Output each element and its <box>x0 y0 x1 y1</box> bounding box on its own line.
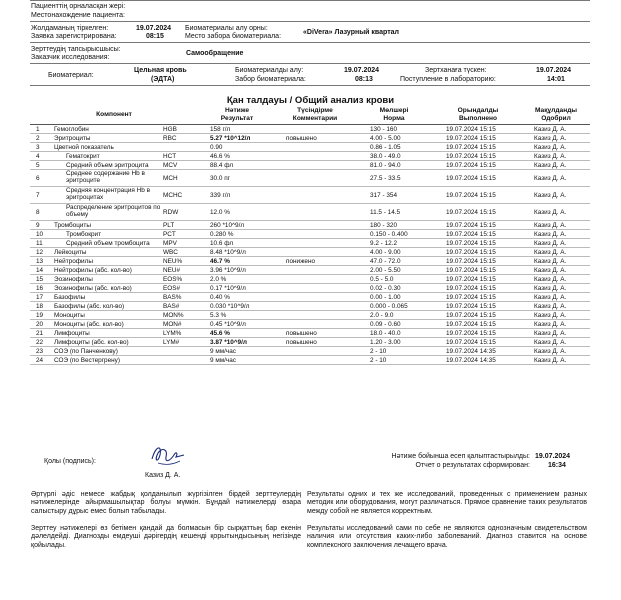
component-code: EOS% <box>162 275 198 284</box>
row-number: 14 <box>30 266 50 275</box>
customer-label-ru: Заказчик исследования: <box>31 54 110 61</box>
reg-label-kz: Жолдаманың тіркелген: <box>31 25 109 32</box>
component-code: MCHC <box>162 187 198 204</box>
col-done: Орындалды Выполнено <box>434 106 522 125</box>
done-datetime: 19.07.2024 15:15 <box>434 284 522 293</box>
table-row <box>30 125 590 134</box>
approved-by: Казиз Д. А. <box>522 320 590 329</box>
report-date: 19.07.2024 <box>535 453 571 460</box>
result-value: 339 г/л <box>198 187 276 204</box>
norm-range: 0.000 - 0.065 <box>354 302 434 311</box>
approved-by: Казиз Д. А. <box>522 204 590 221</box>
report-label-ru: Отчет о результатах сформирован: <box>415 462 530 469</box>
component-code: EOS# <box>162 284 198 293</box>
component-code: MON% <box>162 311 198 320</box>
row-number: 21 <box>30 329 50 338</box>
component-code: RBC <box>162 134 198 143</box>
norm-range: 0.00 - 1.00 <box>354 293 434 302</box>
done-datetime: 19.07.2024 15:15 <box>434 221 522 230</box>
norm-range: 2.0 - 9.0 <box>354 311 434 320</box>
component-code: NEU% <box>162 257 198 266</box>
result-value: 2.0 % <box>198 275 276 284</box>
row-number: 18 <box>30 302 50 311</box>
component-name: Гемоглобин <box>50 125 162 134</box>
comment-value <box>276 239 354 248</box>
results-table <box>30 106 590 365</box>
component-name: Моноциты <box>50 311 162 320</box>
comment-value <box>276 221 354 230</box>
row-number: 13 <box>30 257 50 266</box>
done-datetime: 19.07.2024 15:15 <box>434 266 522 275</box>
component-name: Базофилы (абс. кол-во) <box>50 302 162 311</box>
norm-range: 11.5 - 14.5 <box>354 204 434 221</box>
result-value: 260 *10^9/л <box>198 221 276 230</box>
report-time: 16:34 <box>548 462 566 469</box>
row-number: 5 <box>30 161 50 170</box>
lab-label-kz: Зертханаға түскен: <box>425 67 487 74</box>
component-name: Гематокрит <box>50 152 162 161</box>
table-row <box>30 161 590 170</box>
result-value: 3.96 *10^9/л <box>198 266 276 275</box>
done-datetime: 19.07.2024 15:15 <box>434 125 522 134</box>
comment-value <box>276 356 354 365</box>
biomaterial-value-2: (ЭДТА) <box>151 76 175 83</box>
result-value: 3.87 *10^9/л <box>198 338 276 347</box>
result-value: 46.7 % <box>198 257 276 266</box>
done-datetime: 19.07.2024 14:35 <box>434 347 522 356</box>
table-row <box>30 134 590 143</box>
result-value: 5.3 % <box>198 311 276 320</box>
approved-by: Казиз Д. А. <box>522 125 590 134</box>
table-row <box>30 187 590 204</box>
result-value: 5.27 *10^12/л <box>198 134 276 143</box>
done-datetime: 19.07.2024 15:15 <box>434 134 522 143</box>
table-row <box>30 338 590 347</box>
row-number: 17 <box>30 293 50 302</box>
result-value: 10.6 фл <box>198 239 276 248</box>
table-row <box>30 248 590 257</box>
row-number: 11 <box>30 239 50 248</box>
customer-value: Самообращение <box>186 50 244 57</box>
norm-range: 38.0 - 49.0 <box>354 152 434 161</box>
component-code: BAS% <box>162 293 198 302</box>
norm-range: 4.00 - 9.00 <box>354 248 434 257</box>
biomaterial-value-1: Цельная кровь <box>134 67 187 74</box>
note-kz-1: Әртүрлі әдіс немесе жабдық қолданылып жүргізілген бірдей зерттеулердің нәтижелерінде айырмашылықтар болуы мүмкін. Бұндай нәтижелерді өзара салыстыру дұрыс емес болып табылады. <box>31 491 301 515</box>
component-name: Нейтрофилы (абс. кол-во) <box>50 266 162 275</box>
comment-value <box>276 187 354 204</box>
approved-by: Казиз Д. А. <box>522 230 590 239</box>
done-datetime: 19.07.2024 15:15 <box>434 275 522 284</box>
patient-address-kz: Пациенттің орналасқан жері: <box>31 3 126 10</box>
done-datetime: 19.07.2024 15:15 <box>434 257 522 266</box>
done-datetime: 19.07.2024 15:15 <box>434 143 522 152</box>
result-value: 8.48 *10^9/л <box>198 248 276 257</box>
customer-label-kz: Зерттеудің тапсырысшысы: <box>31 46 121 53</box>
table-row <box>30 329 590 338</box>
approved-by: Казиз Д. А. <box>522 275 590 284</box>
component-code: HGB <box>162 125 198 134</box>
norm-range: 2.00 - 5.50 <box>354 266 434 275</box>
comment-value <box>276 248 354 257</box>
component-name: Лейкоциты <box>50 248 162 257</box>
component-code: HCT <box>162 152 198 161</box>
table-row <box>30 356 590 365</box>
norm-range: 0.09 - 0.60 <box>354 320 434 329</box>
norm-range: 0.02 - 0.30 <box>354 284 434 293</box>
done-datetime: 19.07.2024 15:15 <box>434 230 522 239</box>
lab-time: 14:01 <box>547 76 565 83</box>
row-number: 22 <box>30 338 50 347</box>
norm-range: 2 - 10 <box>354 356 434 365</box>
comment-value <box>276 204 354 221</box>
result-value: 45.6 % <box>198 329 276 338</box>
collection-time: 08:13 <box>355 76 373 83</box>
component-name: Базофилы <box>50 293 162 302</box>
component-name: Распределение эритроцитов по объему <box>50 204 162 221</box>
norm-range: 1.20 - 3.00 <box>354 338 434 347</box>
approved-by: Казиз Д. А. <box>522 257 590 266</box>
comment-value <box>276 347 354 356</box>
collection-date: 19.07.2024 <box>344 67 380 74</box>
row-number: 1 <box>30 125 50 134</box>
approved-by: Казиз Д. А. <box>522 347 590 356</box>
done-datetime: 19.07.2024 15:15 <box>434 239 522 248</box>
col-approved: Мақұлданды Одобрил <box>522 106 590 125</box>
component-code <box>162 347 198 356</box>
approved-by: Казиз Д. А. <box>522 134 590 143</box>
note-kz-2: Зерттеу нәтижелері өз бетімен қандай да болмасын бір сырқаттың бар екенін дәлелдейді. Диагнозды емдеуші дәрігердің кешенді қорытындысының негізінде қойылады. <box>31 525 301 549</box>
table-row <box>30 221 590 230</box>
done-datetime: 19.07.2024 15:15 <box>434 152 522 161</box>
row-number: 16 <box>30 284 50 293</box>
result-value: 0.45 *10^9/л <box>198 320 276 329</box>
table-row <box>30 320 590 329</box>
approved-by: Казиз Д. А. <box>522 221 590 230</box>
done-datetime: 19.07.2024 15:15 <box>434 248 522 257</box>
component-code: PCT <box>162 230 198 239</box>
table-row <box>30 230 590 239</box>
comment-value: понижено <box>276 257 354 266</box>
norm-range: 47.0 - 72.0 <box>354 257 434 266</box>
row-number: 12 <box>30 248 50 257</box>
component-name: Средний объем эритроцита <box>50 161 162 170</box>
comment-value <box>276 143 354 152</box>
norm-range: 0.86 - 1.05 <box>354 143 434 152</box>
component-code <box>162 356 198 365</box>
row-number: 23 <box>30 347 50 356</box>
comment-value <box>276 311 354 320</box>
reg-date: 19.07.2024 <box>136 25 172 32</box>
collection-label-kz: Биоматериалды алу: <box>235 67 304 74</box>
table-row <box>30 170 590 187</box>
result-value: 9 мм/час <box>198 347 276 356</box>
biomaterial-label: Биоматериал: <box>48 72 94 79</box>
approved-by: Казиз Д. А. <box>522 152 590 161</box>
approved-by: Казиз Д. А. <box>522 293 590 302</box>
comment-value: повышено <box>276 338 354 347</box>
norm-range: 2 - 10 <box>354 347 434 356</box>
component-name: Лимфоциты (абс. кол-во) <box>50 338 162 347</box>
result-value: 9 мм/час <box>198 356 276 365</box>
comment-value <box>276 152 354 161</box>
comment-value <box>276 170 354 187</box>
component-code: MPV <box>162 239 198 248</box>
table-row <box>30 311 590 320</box>
component-name: СОЭ (по Вестергрену) <box>50 356 162 365</box>
component-code <box>162 143 198 152</box>
table-row <box>30 347 590 356</box>
result-value: 0.90 <box>198 143 276 152</box>
comment-value <box>276 320 354 329</box>
component-name: СОЭ (по Панченкову) <box>50 347 162 356</box>
table-row <box>30 239 590 248</box>
table-row <box>30 302 590 311</box>
approved-by: Казиз Д. А. <box>522 329 590 338</box>
approved-by: Казиз Д. А. <box>522 248 590 257</box>
component-name: Лимфоциты <box>50 329 162 338</box>
norm-range: 130 - 160 <box>354 125 434 134</box>
component-name: Эритроциты <box>50 134 162 143</box>
col-comment: Түсіндірме Комментарии <box>276 106 354 125</box>
table-row <box>30 152 590 161</box>
component-code: LYM% <box>162 329 198 338</box>
norm-range: 0.5 - 5.0 <box>354 275 434 284</box>
report-label-kz: Нәтиже бойынша есеп қалыптастырылды: <box>391 453 530 460</box>
row-number: 4 <box>30 152 50 161</box>
signature-label: Қолы (подпись): <box>44 458 96 465</box>
comment-value: повышено <box>276 329 354 338</box>
component-name: Тромбоциты <box>50 221 162 230</box>
comment-value <box>276 230 354 239</box>
component-name: Эозинофилы (абс. кол-во) <box>50 284 162 293</box>
result-value: 30.0 пг <box>198 170 276 187</box>
component-code: PLT <box>162 221 198 230</box>
approved-by: Казиз Д. А. <box>522 266 590 275</box>
table-row <box>30 293 590 302</box>
norm-range: 0.150 - 0.400 <box>354 230 434 239</box>
approved-by: Казиз Д. А. <box>522 143 590 152</box>
norm-range: 317 - 354 <box>354 187 434 204</box>
result-value: 88.4 фл <box>198 161 276 170</box>
row-number: 15 <box>30 275 50 284</box>
table-row <box>30 266 590 275</box>
approved-by: Казиз Д. А. <box>522 161 590 170</box>
approved-by: Казиз Д. А. <box>522 284 590 293</box>
norm-range: 27.5 - 33.5 <box>354 170 434 187</box>
done-datetime: 19.07.2024 15:15 <box>434 293 522 302</box>
table-row <box>30 257 590 266</box>
table-row <box>30 284 590 293</box>
patient-address-ru: Местонахождение пациента: <box>31 12 125 19</box>
component-name: Моноциты (абс. кол-во) <box>50 320 162 329</box>
lab-date: 19.07.2024 <box>536 67 572 74</box>
done-datetime: 19.07.2024 15:15 <box>434 320 522 329</box>
comment-value <box>276 161 354 170</box>
done-datetime: 19.07.2024 15:15 <box>434 329 522 338</box>
done-datetime: 19.07.2024 15:15 <box>434 170 522 187</box>
col-norm: Мөлшері Норма <box>354 106 434 125</box>
result-value: 0.030 *10^9/л <box>198 302 276 311</box>
approved-by: Казиз Д. А. <box>522 338 590 347</box>
reg-label-ru: Заявка зарегистрирована: <box>31 33 117 40</box>
row-number: 24 <box>30 356 50 365</box>
table-header <box>30 106 590 125</box>
component-code: LYM# <box>162 338 198 347</box>
norm-range: 81.0 - 94.0 <box>354 161 434 170</box>
comment-value: повышено <box>276 134 354 143</box>
place-label-kz: Биоматериалы алу орны: <box>185 25 268 32</box>
row-number: 3 <box>30 143 50 152</box>
component-name: Среднее содержание Hb в эритроците <box>50 170 162 187</box>
done-datetime: 19.07.2024 15:15 <box>434 302 522 311</box>
component-code: NEU# <box>162 266 198 275</box>
comment-value <box>276 125 354 134</box>
norm-range: 9.2 - 12.2 <box>354 239 434 248</box>
row-number: 6 <box>30 170 50 187</box>
signature-name: Казиз Д. А. <box>145 472 181 479</box>
norm-range: 180 - 320 <box>354 221 434 230</box>
comment-value <box>276 275 354 284</box>
note-ru-1: Результаты одних и тех же исследований, проведенных с применением разных методик или оборудования, могут различаться. Прямое сравнение таких результатов между собой не является корректным. <box>307 491 587 515</box>
result-value: 12.0 % <box>198 204 276 221</box>
row-number: 8 <box>30 204 50 221</box>
row-number: 19 <box>30 311 50 320</box>
approved-by: Казиз Д. А. <box>522 356 590 365</box>
comment-value <box>276 302 354 311</box>
component-name: Тромбокрит <box>50 230 162 239</box>
done-datetime: 19.07.2024 15:15 <box>434 187 522 204</box>
row-number: 7 <box>30 187 50 204</box>
approved-by: Казиз Д. А. <box>522 302 590 311</box>
component-code: BAS# <box>162 302 198 311</box>
page-title: Қан талдауы / Общий анализ крови <box>226 95 395 106</box>
note-ru-2: Результаты исследований сами по себе не являются однозначным свидетельством наличия или отсутствия каких-либо заболеваний. Диагноз ставится на основе комплексного заключения лечащего врача. <box>307 525 587 549</box>
component-name: Нейтрофилы <box>50 257 162 266</box>
table-row <box>30 275 590 284</box>
result-value: 0.17 *10^9/л <box>198 284 276 293</box>
col-component: Компонент <box>30 106 198 125</box>
done-datetime: 19.07.2024 15:15 <box>434 311 522 320</box>
result-value: 158 г/л <box>198 125 276 134</box>
done-datetime: 19.07.2024 14:35 <box>434 356 522 365</box>
done-datetime: 19.07.2024 15:15 <box>434 338 522 347</box>
approved-by: Казиз Д. А. <box>522 311 590 320</box>
done-datetime: 19.07.2024 15:15 <box>434 204 522 221</box>
component-code: MCH <box>162 170 198 187</box>
lab-label-ru: Поступление в лабораторию: <box>400 76 496 83</box>
signature-mark <box>148 441 188 469</box>
component-code: MCV <box>162 161 198 170</box>
row-number: 10 <box>30 230 50 239</box>
comment-value <box>276 284 354 293</box>
place-label-ru: Место забора биоматериала: <box>185 33 282 40</box>
table-row <box>30 143 590 152</box>
component-code: WBC <box>162 248 198 257</box>
col-result: Нәтиже Результат <box>198 106 276 125</box>
table-row <box>30 204 590 221</box>
row-number: 9 <box>30 221 50 230</box>
component-name: Цветной показатель <box>50 143 162 152</box>
approved-by: Казиз Д. А. <box>522 239 590 248</box>
component-name: Средний объем тромбоцита <box>50 239 162 248</box>
row-number: 2 <box>30 134 50 143</box>
approved-by: Казиз Д. А. <box>522 170 590 187</box>
norm-range: 18.0 - 40.0 <box>354 329 434 338</box>
approved-by: Казиз Д. А. <box>522 187 590 204</box>
done-datetime: 19.07.2024 15:15 <box>434 161 522 170</box>
norm-range: 4.00 - 5.00 <box>354 134 434 143</box>
component-code: RDW <box>162 204 198 221</box>
comment-value <box>276 293 354 302</box>
result-value: 0.40 % <box>198 293 276 302</box>
comment-value <box>276 266 354 275</box>
row-number: 20 <box>30 320 50 329</box>
component-code: MON# <box>162 320 198 329</box>
result-value: 0.280 % <box>198 230 276 239</box>
result-value: 46.6 % <box>198 152 276 161</box>
reg-time: 08:15 <box>146 33 164 40</box>
place-value: «DiVera» Лазурный квартал <box>303 29 399 36</box>
component-name: Эозинофилы <box>50 275 162 284</box>
collection-label-ru: Забор биоматериала: <box>235 76 306 83</box>
component-name: Средняя концентрация Hb в эритроцитах <box>50 187 162 204</box>
